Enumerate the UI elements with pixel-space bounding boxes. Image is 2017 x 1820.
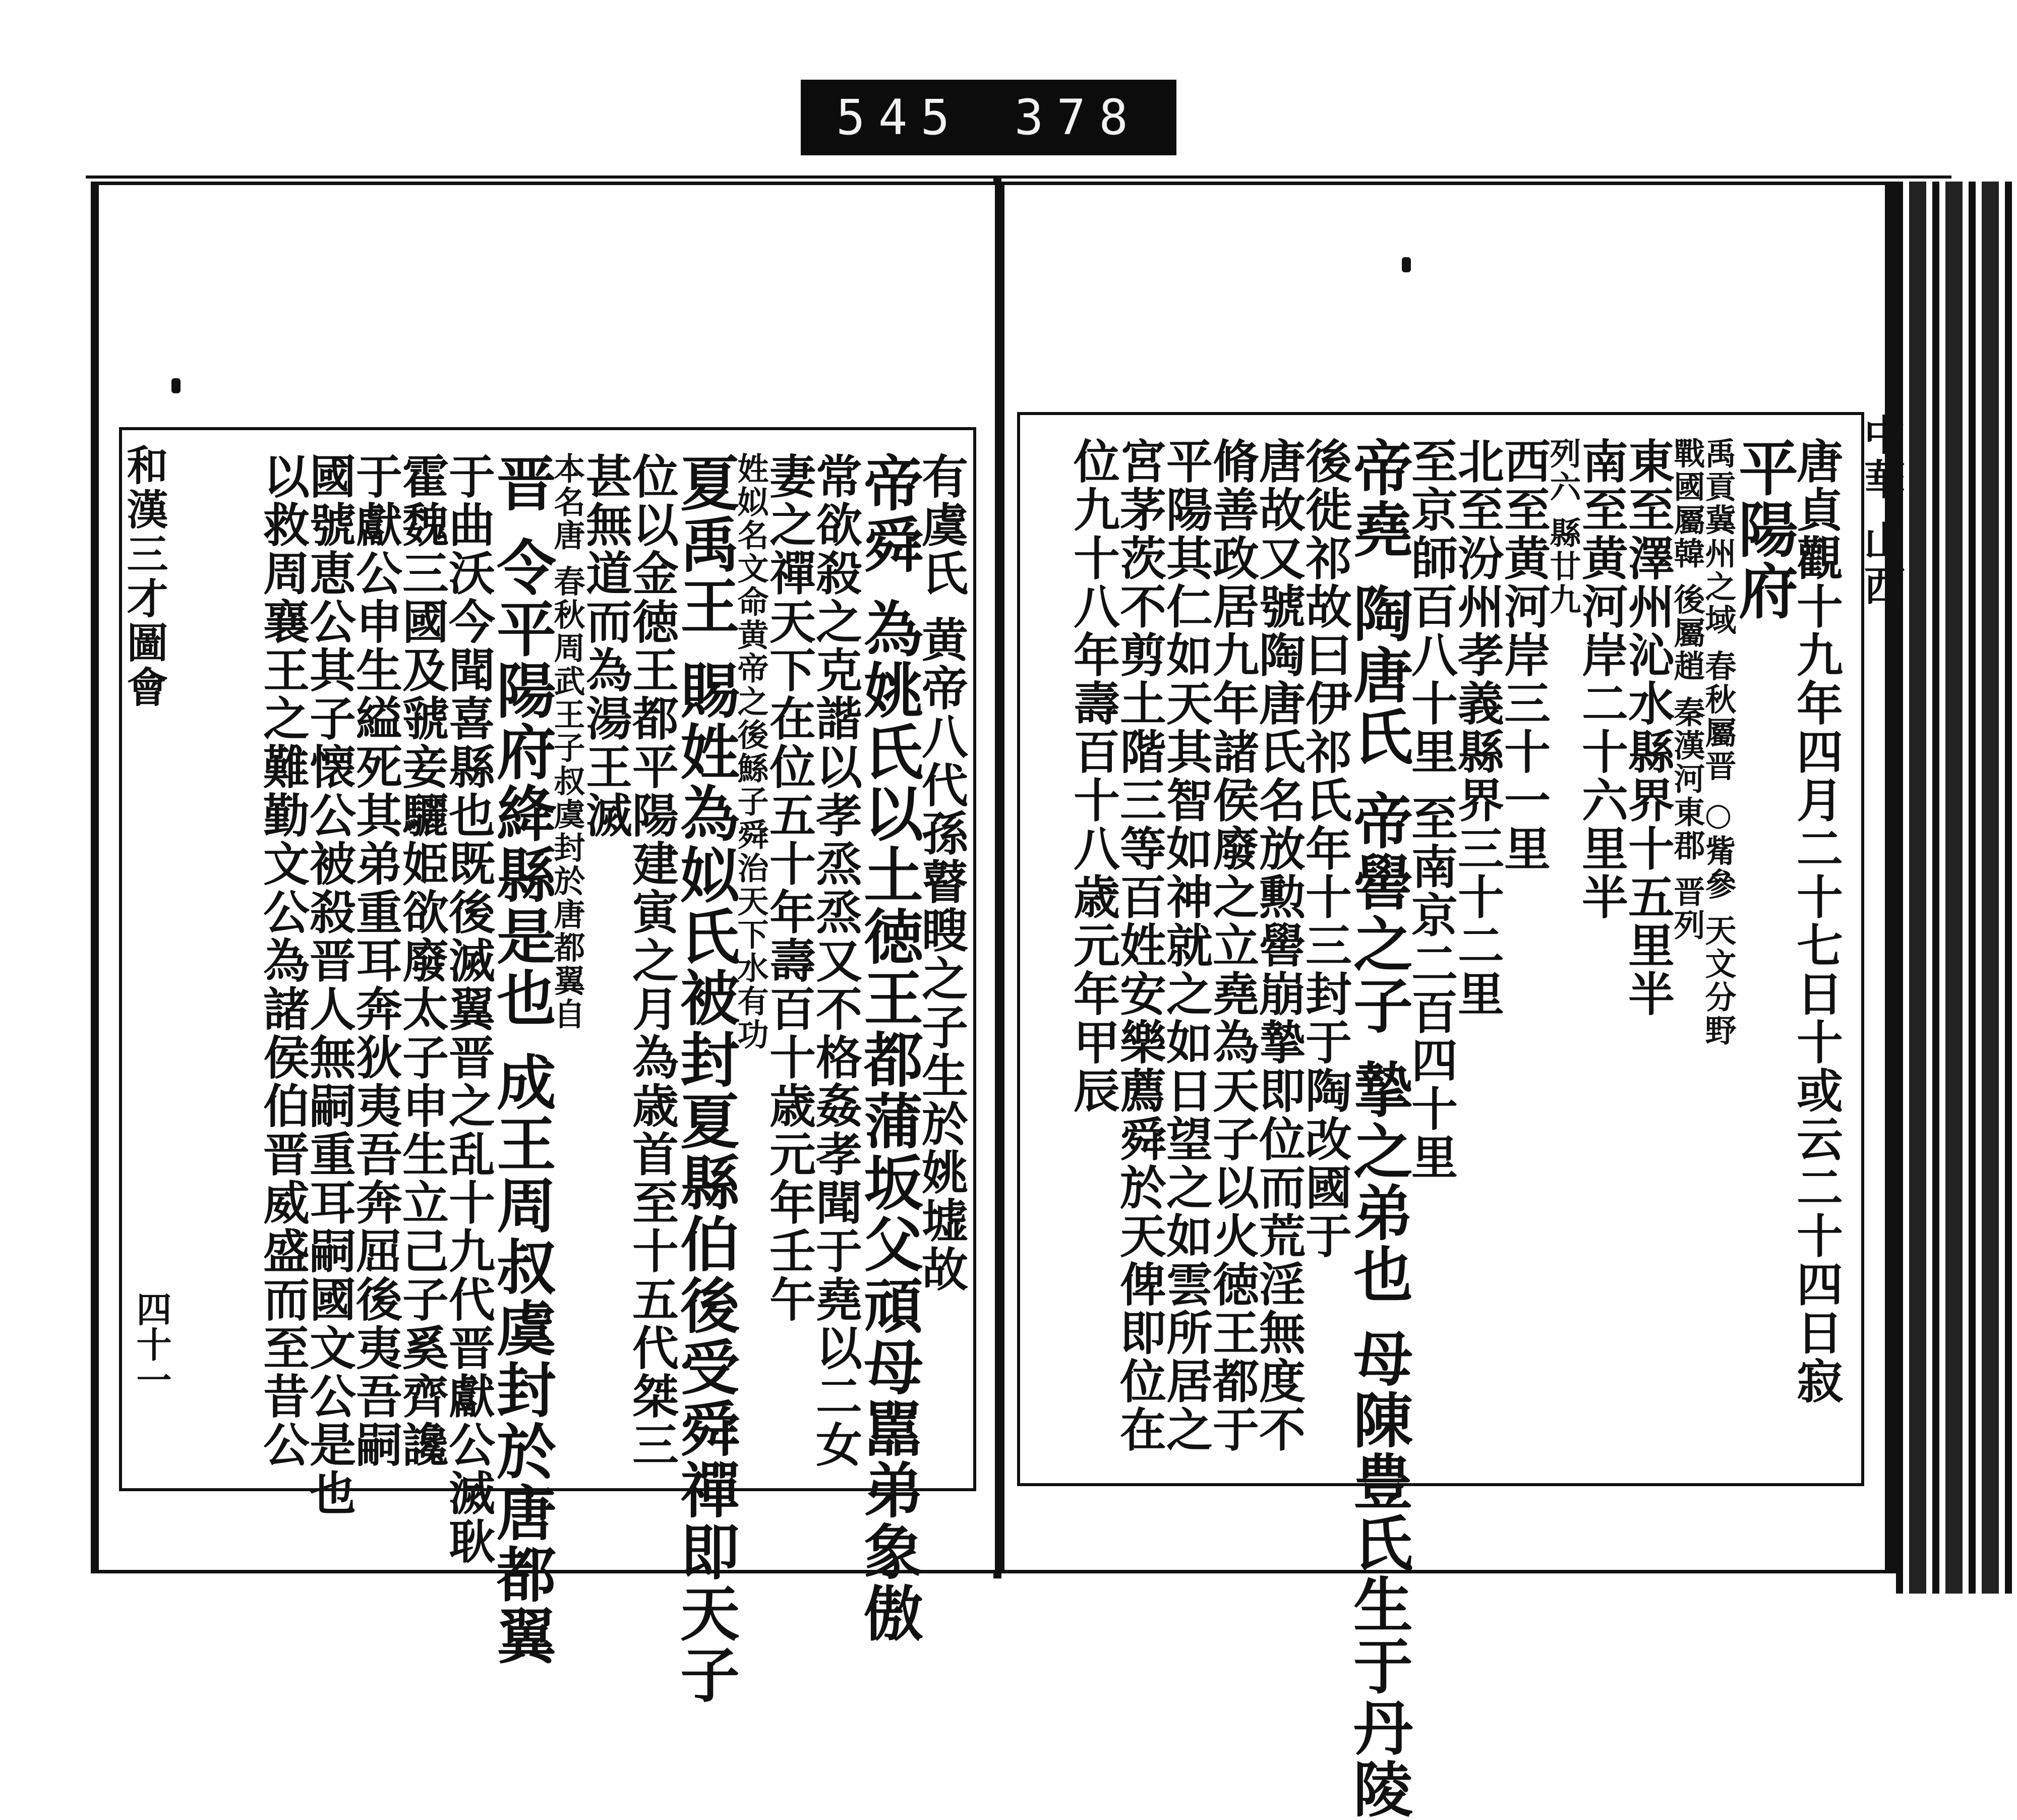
ink-spot — [1402, 257, 1411, 272]
left-column: 帝舜 為姚氏以土徳王都蒲坂父頑母嚚弟象傲 — [854, 452, 924, 1645]
book-top-edge — [86, 151, 1951, 179]
left-column: 于獻公申生縊死其弟重耳奔狄夷吾奔屈後夷吾嗣 — [348, 452, 403, 1469]
right-page — [1001, 182, 1896, 1820]
right-column: 唐貞觀十九年四月二十七日十或云二十四日寂 — [1789, 437, 1844, 1405]
left-column: 姓姒名文命黄帝之後鯀子舜治天下水有功 — [732, 452, 769, 1051]
microfilm-frame-number — [801, 80, 1176, 155]
left-column: 國號恵公其子懐公被殺晋人無嗣重耳嗣國文公是也 — [302, 452, 357, 1517]
left-column: 霍魏三國及虢妾驪姫欲廢太子申生立己子奚齊讒 — [395, 452, 449, 1469]
left-column: 于曲沃今聞喜縣也既後滅翼晋之乱十九代晋獻公滅耿 — [441, 452, 496, 1566]
left-text-columns — [158, 437, 969, 1706]
right-column: 列六 縣廿九 — [1545, 437, 1581, 617]
right-column: 戰國屬韓 後屬趙 秦漢河東郡 晋列 — [1669, 437, 1705, 942]
right-column: 唐故又號陶唐氏名放勲嚳崩摯即位而荒淫無度不 — [1252, 437, 1306, 1454]
right-column: 西至黄河岸三十一里 — [1497, 437, 1551, 873]
right-margin-title: 中華 山西 — [1857, 414, 1906, 609]
right-column: 平陽府 — [1729, 437, 1799, 622]
left-page-number: 四十一 — [131, 1291, 172, 1397]
frame-number-left: 545 — [836, 89, 963, 146]
right-column: 宮茅茨不剪土階三等百姓安樂薦舜於天俾即位在 — [1112, 437, 1167, 1454]
left-column: 妻之禪天下在位五十年壽百十歳元年壬午 — [762, 452, 816, 1324]
left-column: 晋 令平陽府絳縣是也 成王周叔虞封於唐都翼 — [487, 452, 557, 1667]
right-column: 帝堯 陶唐氏 帝嚳之子 摯之弟也 母陳豊氏生于丹陵 — [1343, 437, 1413, 1820]
right-column: 平陽其仁如天其智如神就之如日望之如雲所居之 — [1159, 437, 1213, 1454]
right-column: 禹貢冀州之域 春秋屬晋 ○觜參 天文分野 — [1700, 437, 1737, 1047]
left-column: 甚無道而為湯王滅 — [578, 452, 633, 840]
right-column: 後徙祁故曰伊祁氏年十三封于陶改國于 — [1298, 437, 1352, 1260]
right-column: 東至澤州沁水縣界十五里半 — [1621, 437, 1675, 1018]
page-stack-edge — [1896, 182, 2017, 1594]
right-column: 至京師百八十里 至南京二百四十里 — [1404, 437, 1458, 1182]
left-column: 有虞氏 黄帝八代孫瞽瞍之子生於姚墟故 — [914, 452, 969, 1294]
right-text-columns — [1053, 422, 1844, 1820]
left-margin-title: 和漢三才圖會 — [120, 444, 168, 710]
ink-spot — [171, 378, 181, 393]
left-column: 夏禹王 賜姓為姒氏被封夏縣伯後受舜禪即天子 — [670, 452, 740, 1706]
frame-number-right: 378 — [1014, 89, 1141, 146]
left-page — [91, 182, 998, 1706]
right-column: 南至黄河岸二十六里半 — [1574, 437, 1629, 921]
right-column: 北至汾州孝義縣界三十二里 — [1450, 437, 1505, 1018]
left-column: 本名唐 春秋周武王子叔虞封於唐都翼自 — [549, 452, 585, 1031]
left-column: 位以金徳王都平陽建寅之月為歳首至十五代桀三 — [625, 452, 679, 1469]
left-column: 以救周襄王之難勤文公為諸侯伯晋威盛而至昔公 — [256, 452, 310, 1469]
right-column: 位九十八年壽百十八歳元年甲辰 — [1066, 437, 1120, 1115]
left-column: 常欲殺之克諧以孝烝烝又不格姦孝聞于堯以二女 — [808, 452, 863, 1469]
right-column: 脩善政居九年諸侯廢之立堯為天子以火徳王都于 — [1205, 437, 1260, 1454]
